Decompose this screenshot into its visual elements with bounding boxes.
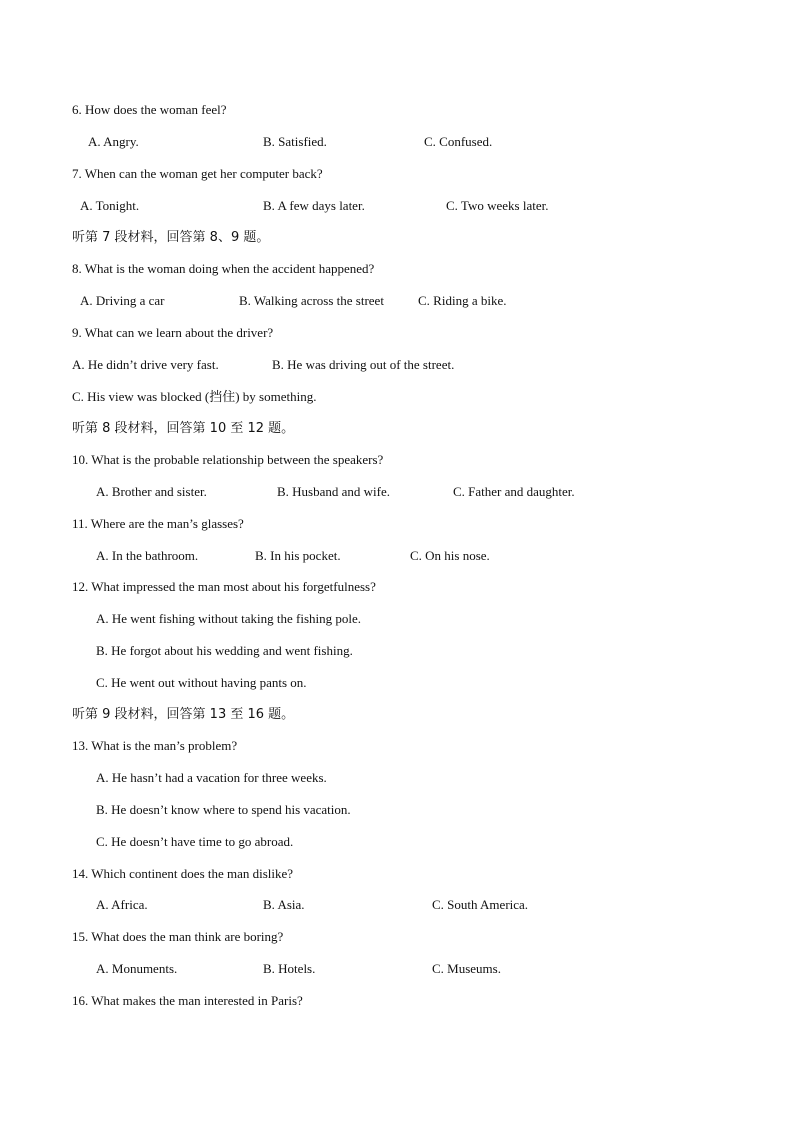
question-6-option-c: C. Confused. [424,134,493,149]
question-11-option-b: B. In his pocket. [255,548,341,563]
question-15-option-c: C. Museums. [432,961,501,976]
question-9-option-b: B. He was driving out of the street. [272,357,455,372]
question-8-option-c: C. Riding a bike. [418,293,507,308]
question-14-option-c: C. South America. [432,897,529,912]
question-10-option-a: A. Brother and sister. [96,484,207,499]
question-14-option-b: B. Asia. [263,897,305,912]
question-10-stem: 10. What is the probable relationship between the speakers? [72,452,384,467]
question-6-stem: 6. How does the woman feel? [72,102,227,117]
question-8-stem: 8. What is the woman doing when the accident happened? [72,261,375,276]
question-9-option-c: C. His view was blocked (挡住) by something. [72,389,317,404]
question-6-option-a: A. Angry. [88,134,139,149]
question-13-stem: 13. What is the man’s problem? [72,738,238,753]
section-9-heading: 听第 9 段材料，回答第 13 至 16 题。 [72,707,295,722]
question-13-option-b: B. He doesn’t know where to spend his vacation. [96,802,351,817]
question-15-option-b: B. Hotels. [263,961,316,976]
question-7-option-a: A. Tonight. [80,198,140,213]
question-12-stem: 12. What impressed the man most about his forgetfulness? [72,579,376,594]
question-11-stem: 11. Where are the man’s glasses? [72,516,244,531]
question-12-option-b: B. He forgot about his wedding and went fishing. [96,643,353,658]
question-7-option-c: C. Two weeks later. [446,198,549,213]
section-7-heading: 听第 7 段材料，回答第 8、9 题。 [72,230,270,245]
question-15-option-a: A. Monuments. [96,961,178,976]
question-13-option-a: A. He hasn’t had a vacation for three weeks. [96,770,327,785]
question-16-stem: 16. What makes the man interested in Paris? [72,993,303,1008]
question-14-option-a: A. Africa. [96,897,148,912]
question-6-option-b: B. Satisfied. [263,134,327,149]
question-10-option-b: B. Husband and wife. [277,484,391,499]
question-11-option-a: A. In the bathroom. [96,548,199,563]
question-12-option-a: A. He went fishing without taking the fishing pole. [96,611,362,626]
question-7-option-b: B. A few days later. [263,198,365,213]
question-11-option-c: C. On his nose. [410,548,490,563]
question-8-option-a: A. Driving a car [80,293,165,308]
question-9-option-a: A. He didn’t drive very fast. [72,357,219,372]
question-9-stem: 9. What can we learn about the driver? [72,325,274,340]
question-14-stem: 14. Which continent does the man dislike? [72,866,294,881]
question-7-stem: 7. When can the woman get her computer back? [72,166,323,181]
question-8-option-b: B. Walking across the street [239,293,384,308]
question-13-option-c: C. He doesn’t have time to go abroad. [96,834,294,849]
question-15-stem: 15. What does the man think are boring? [72,929,284,944]
question-10-option-c: C. Father and daughter. [453,484,575,499]
section-8-heading: 听第 8 段材料，回答第 10 至 12 题。 [72,421,295,436]
question-12-option-c: C. He went out without having pants on. [96,675,307,690]
